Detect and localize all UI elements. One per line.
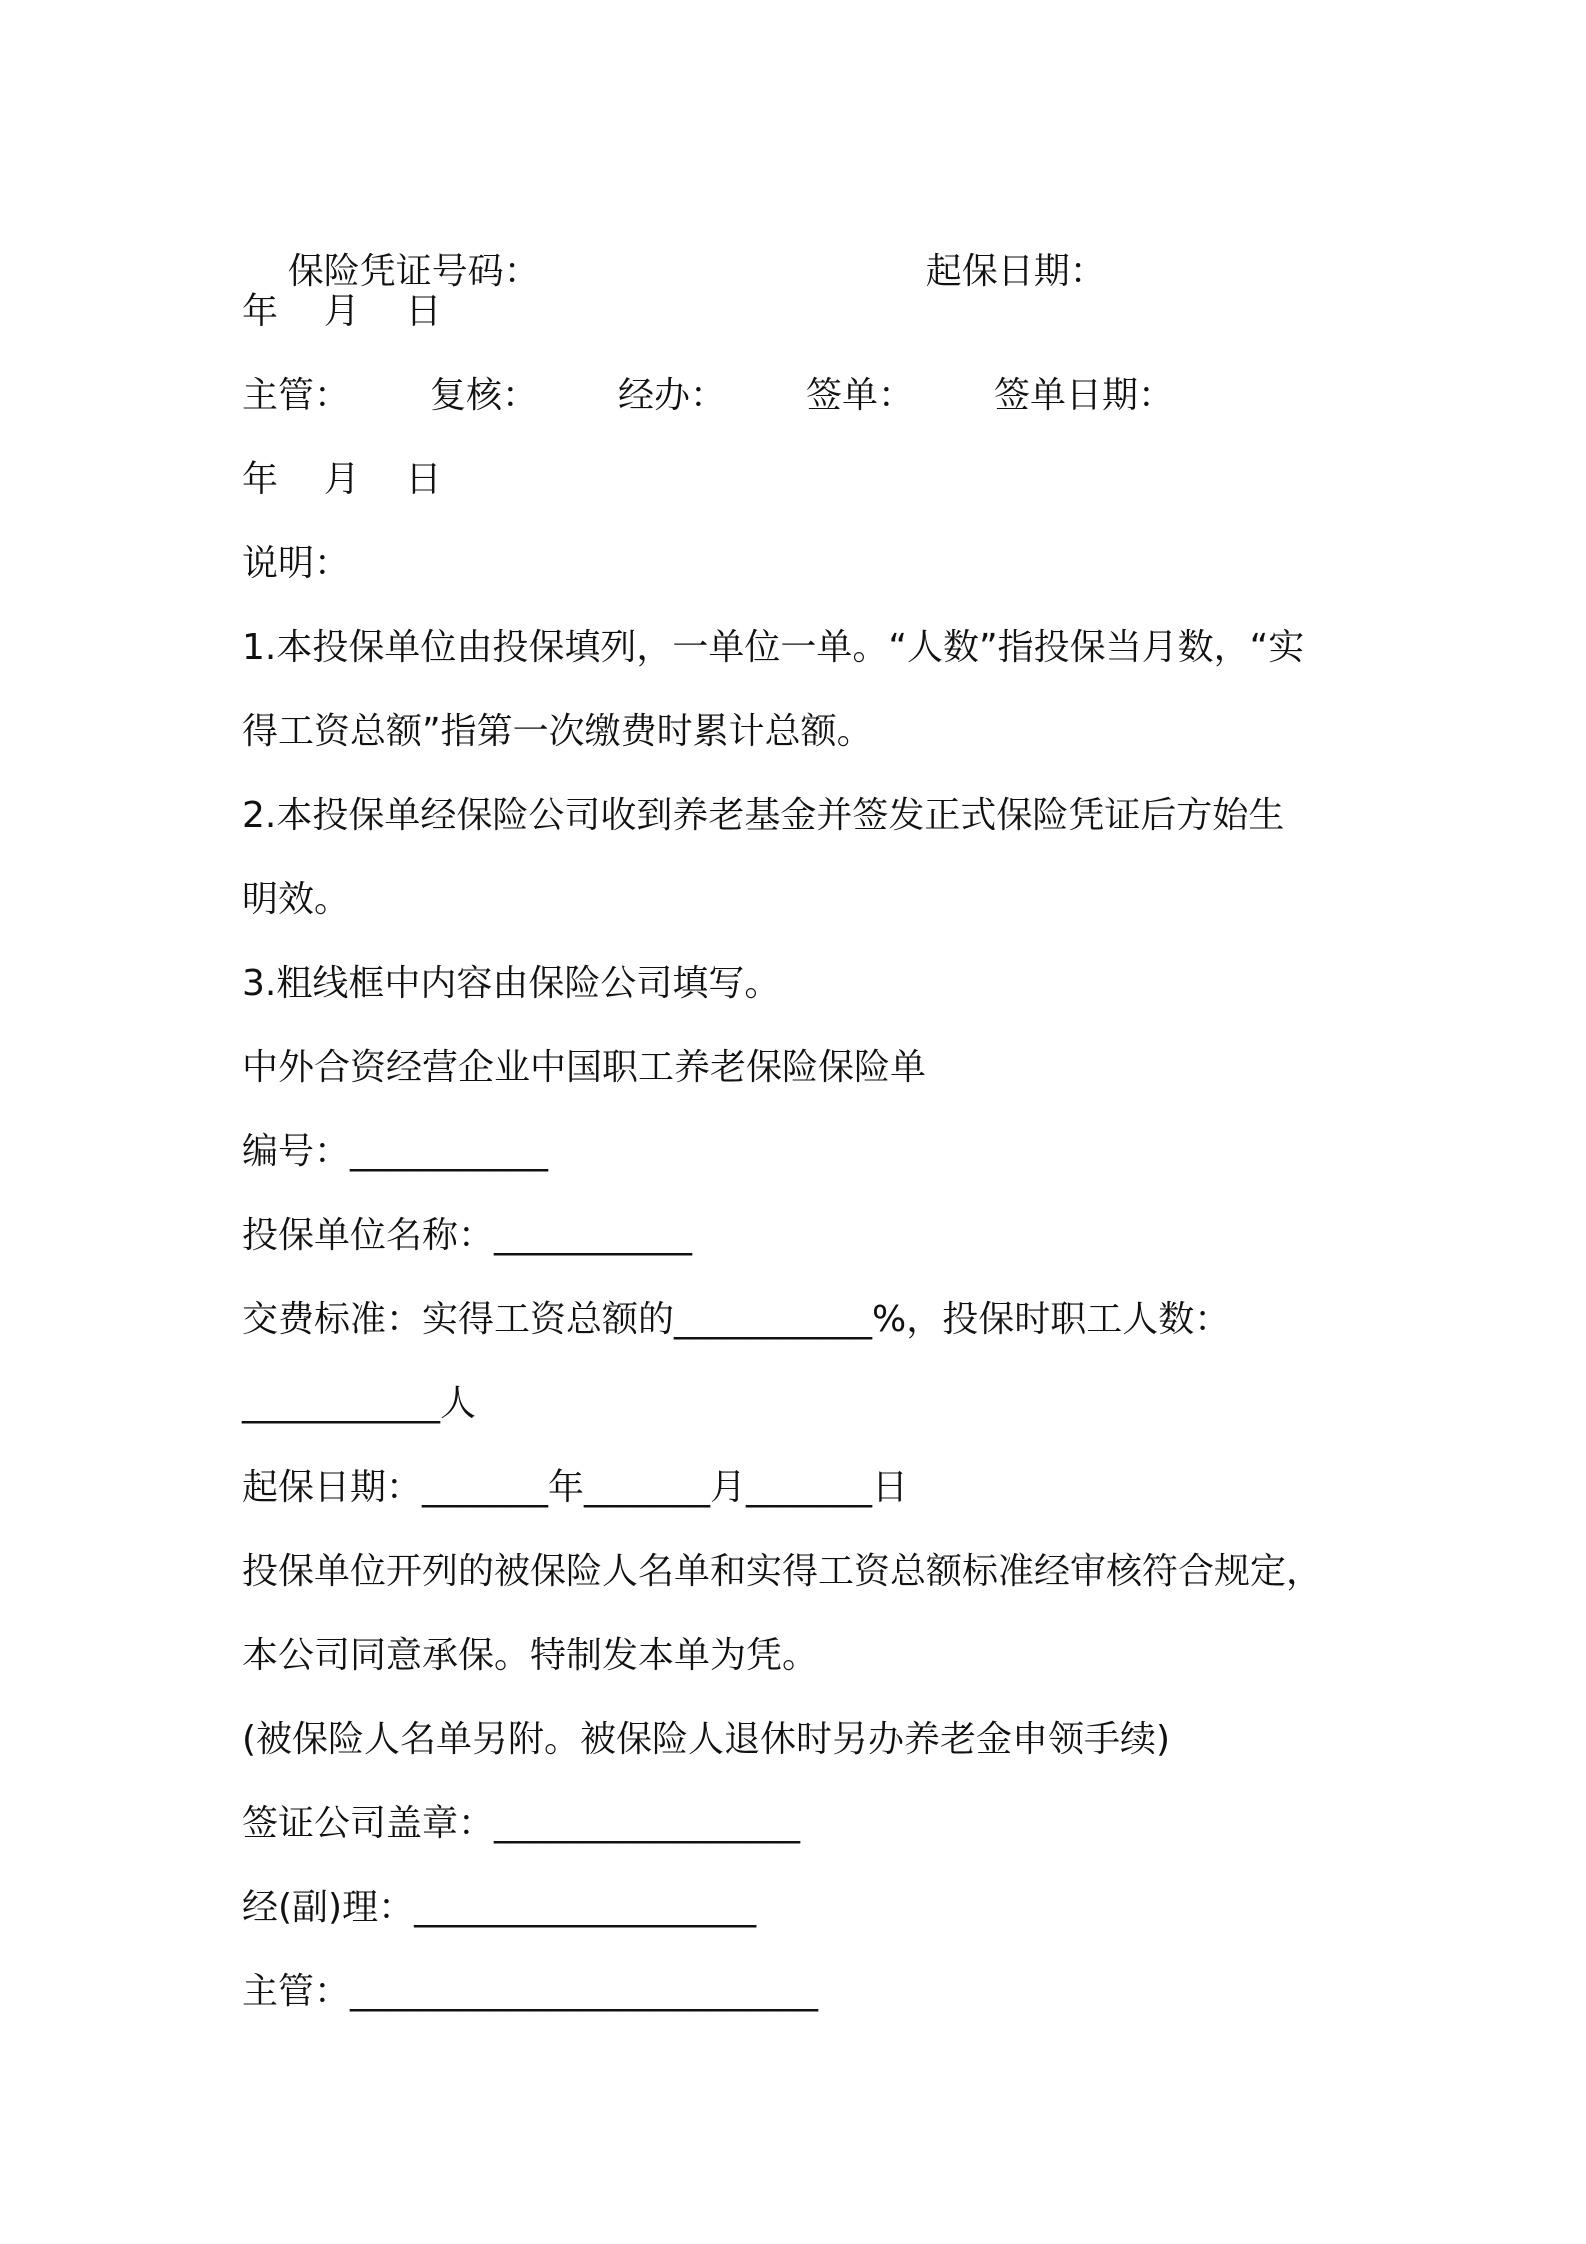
number-field: 编号：___________ <box>242 1131 549 1172</box>
approval-line-1: 投保单位开列的被保险人名单和实得工资总额标准经审核符合规定， <box>242 1551 1323 1592</box>
start-date-field: 起保日期：_______年_______月_______日 <box>242 1467 909 1508</box>
fee-standard-line-1: 交费标准：实得工资总额的___________%，投保时职工人数： <box>242 1299 1231 1340</box>
policy-title: 中外合资经营企业中国职工养老保险保险单 <box>242 1047 927 1088</box>
cert-number-label: 保险凭证号码： <box>287 251 540 292</box>
date-row-1: 年 月 日 <box>242 291 442 332</box>
start-date-label: 起保日期： <box>925 251 1106 292</box>
signer-sign-date: 签单日期： <box>994 375 1175 416</box>
signer-reviewer: 复核： <box>430 375 539 416</box>
date-row-2: 年 月 日 <box>242 459 442 500</box>
note-2-line-2: 明效。 <box>242 879 351 920</box>
notes-title: 说明： <box>242 543 351 584</box>
note-1-line-1: 1.本投保单位由投保填列，一单位一单。“人数”指投保当月数，“实 <box>242 627 1305 668</box>
fee-standard-line-2: ___________人 <box>242 1383 477 1424</box>
signer-signer: 签单： <box>806 375 915 416</box>
company-name-field: 投保单位名称：___________ <box>242 1215 693 1256</box>
note-2-line-1: 2.本投保单经保险公司收到养老基金并签发正式保险凭证后方始生 <box>242 795 1285 836</box>
approval-line-2: 本公司同意承保。特制发本单为凭。 <box>242 1635 819 1676</box>
signer-supervisor: 主管： <box>242 375 351 416</box>
manager-field: 经(副)理：___________________ <box>242 1887 757 1928</box>
start-date-header <box>880 206 1106 338</box>
signer-handler: 经办： <box>618 375 727 416</box>
supervisor-field: 主管：__________________________ <box>242 1971 819 2012</box>
company-seal-field: 签证公司盖章：_________________ <box>242 1803 801 1844</box>
attachment-note: (被保险人名单另附。被保险人退休时另办养老金申领手续) <box>242 1719 1171 1760</box>
note-3: 3.粗线框中内容由保险公司填写。 <box>242 963 781 1004</box>
note-1-line-2: 得工资总额”指第一次缴费时累计总额。 <box>242 711 873 752</box>
